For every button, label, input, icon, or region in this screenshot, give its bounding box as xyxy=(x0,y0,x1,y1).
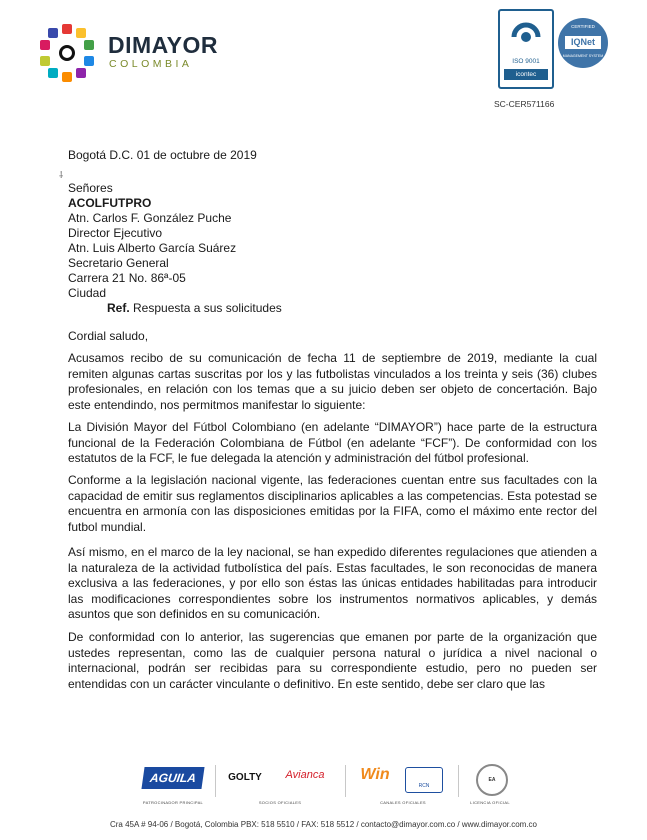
reference-line xyxy=(107,301,282,316)
recipient-line: Director Ejecutivo xyxy=(68,226,163,240)
divider xyxy=(215,765,216,797)
divider xyxy=(345,765,346,797)
reference-text: Respuesta a sus solicitudes xyxy=(133,301,282,315)
iqnet-certified-text: CERTIFIED xyxy=(571,24,595,29)
recipient-line: Ciudad xyxy=(68,286,107,300)
sponsor-label: CANALES OFICIALES xyxy=(380,800,426,805)
sponsor-label: SOCIOS OFICIALES xyxy=(258,800,302,805)
sponsor-rcn-logo: RCN xyxy=(405,767,443,793)
iqnet-label: IQNet xyxy=(565,36,601,49)
body-paragraph: Acusamos recibo de su comunicación de fecha 11 de septiembre de 2019, mediante la cual remiten algunas cartas suscritas por los y las futbolistas vinculados a los treinta y seis (36) clubes profesionales, en relación con los temas que a su juicio deben ser objeto de concertación. Bajo este entendindo, nos permitmos manifestar lo siguiente: xyxy=(68,351,597,412)
recipient-organization: ACOLFUTPRO xyxy=(68,196,152,210)
margin-mark-icon: ⸸ xyxy=(59,170,64,180)
brand-name: DIMAYOR xyxy=(108,32,218,58)
recipient-line: Atn. Luis Alberto García Suárez xyxy=(68,241,237,255)
letter-date: Bogotá D.C. 01 de octubre de 2019 xyxy=(68,148,257,162)
brand-subtitle: COLOMBIA xyxy=(109,58,193,70)
iqnet-certification-badge xyxy=(558,18,608,68)
body-paragraph: La División Mayor del Fútbol Colombiano (en adelante “DIMAYOR”) hace parte de la estructura funcional de la Federación Colombiana de Fútbol (en adelante “FCF”). De conformidad con los estatutos de la FCF, le fue delegada la atención y administración del fútbol profesional. xyxy=(68,420,597,465)
sponsor-win-logo: Win xyxy=(360,766,390,783)
reference-label: Ref. xyxy=(107,301,130,315)
ball-logo-icon xyxy=(32,18,102,88)
recipient-line: Carrera 21 No. 86ª-05 xyxy=(68,271,186,285)
body-paragraph: Así mismo, en el marco de la ley nacional, se han expedido diferentes regulaciones que atienden a la naturaleza de la actividad futbolística del país. Estas facultades, le son reconocidas de manera exclusiva a las federaciones, y por ello son éstas las únicas entidades habilitadas para introducir las modificaciones correspondientes sobre los instrumentos normativos aplicables, y demás asuntos que son definidos en su comunicación. xyxy=(68,545,597,621)
icontec-label: icontec xyxy=(504,69,548,80)
recipient-line: Atn. Carlos F. González Puche xyxy=(68,211,232,225)
recipient-block xyxy=(68,181,236,301)
icontec-seal-icon xyxy=(502,13,550,53)
iqnet-system-text: MANAGEMENT SYSTEM xyxy=(562,54,604,58)
sponsor-golty-logo: GOLTY xyxy=(228,772,262,783)
sponsor-avianca-logo: Avianca xyxy=(285,769,325,781)
recipient-line: Señores xyxy=(68,181,113,195)
certificate-id: SC-CER571166 xyxy=(494,99,555,109)
sponsor-ea-sports-logo: EA xyxy=(476,764,508,796)
sponsor-aguila-logo: AGUILA xyxy=(141,767,204,789)
sponsor-label: PATROCINADOR PRINCIPAL xyxy=(142,800,204,805)
sponsor-label: LICENCIA OFICIAL xyxy=(470,800,510,805)
body-paragraph: De conformidad con lo anterior, las sugerencias que emanen por parte de la organización que ustedes representan, como las de cualquier persona natural o jurídica a nivel nacional o internacional, podrán ser recibidas para su correspondiente estudio, pero no pueden ser entendidas con un carácter vinculante o definitivo. En este sentido, debe ser claro que las xyxy=(68,630,597,691)
salutation: Cordial saludo, xyxy=(68,329,149,343)
divider xyxy=(458,765,459,797)
icontec-certification-badge xyxy=(498,9,554,89)
iso-label: ISO 9001 xyxy=(512,58,540,65)
body-paragraph: Conforme a la legislación nacional vigente, las federaciones cuentan entre sus facultades con la capacidad de emitir sus reglamentos disciplinarios aplicables a las competencias. Esta potestad se encuentra en armonía con las disposiciones emitidas por la FIFA, como el máximo ente rector del futbol mundial. xyxy=(68,473,597,534)
footer-address: Cra 45A # 94-06 / Bogotá, Colombia PBX: 518 5510 / FAX: 518 5512 / contacto@dimayor.com.co / www.dimayor.com.co xyxy=(109,820,537,829)
dimayor-logo xyxy=(32,18,222,88)
recipient-line: Secretario General xyxy=(68,256,169,270)
